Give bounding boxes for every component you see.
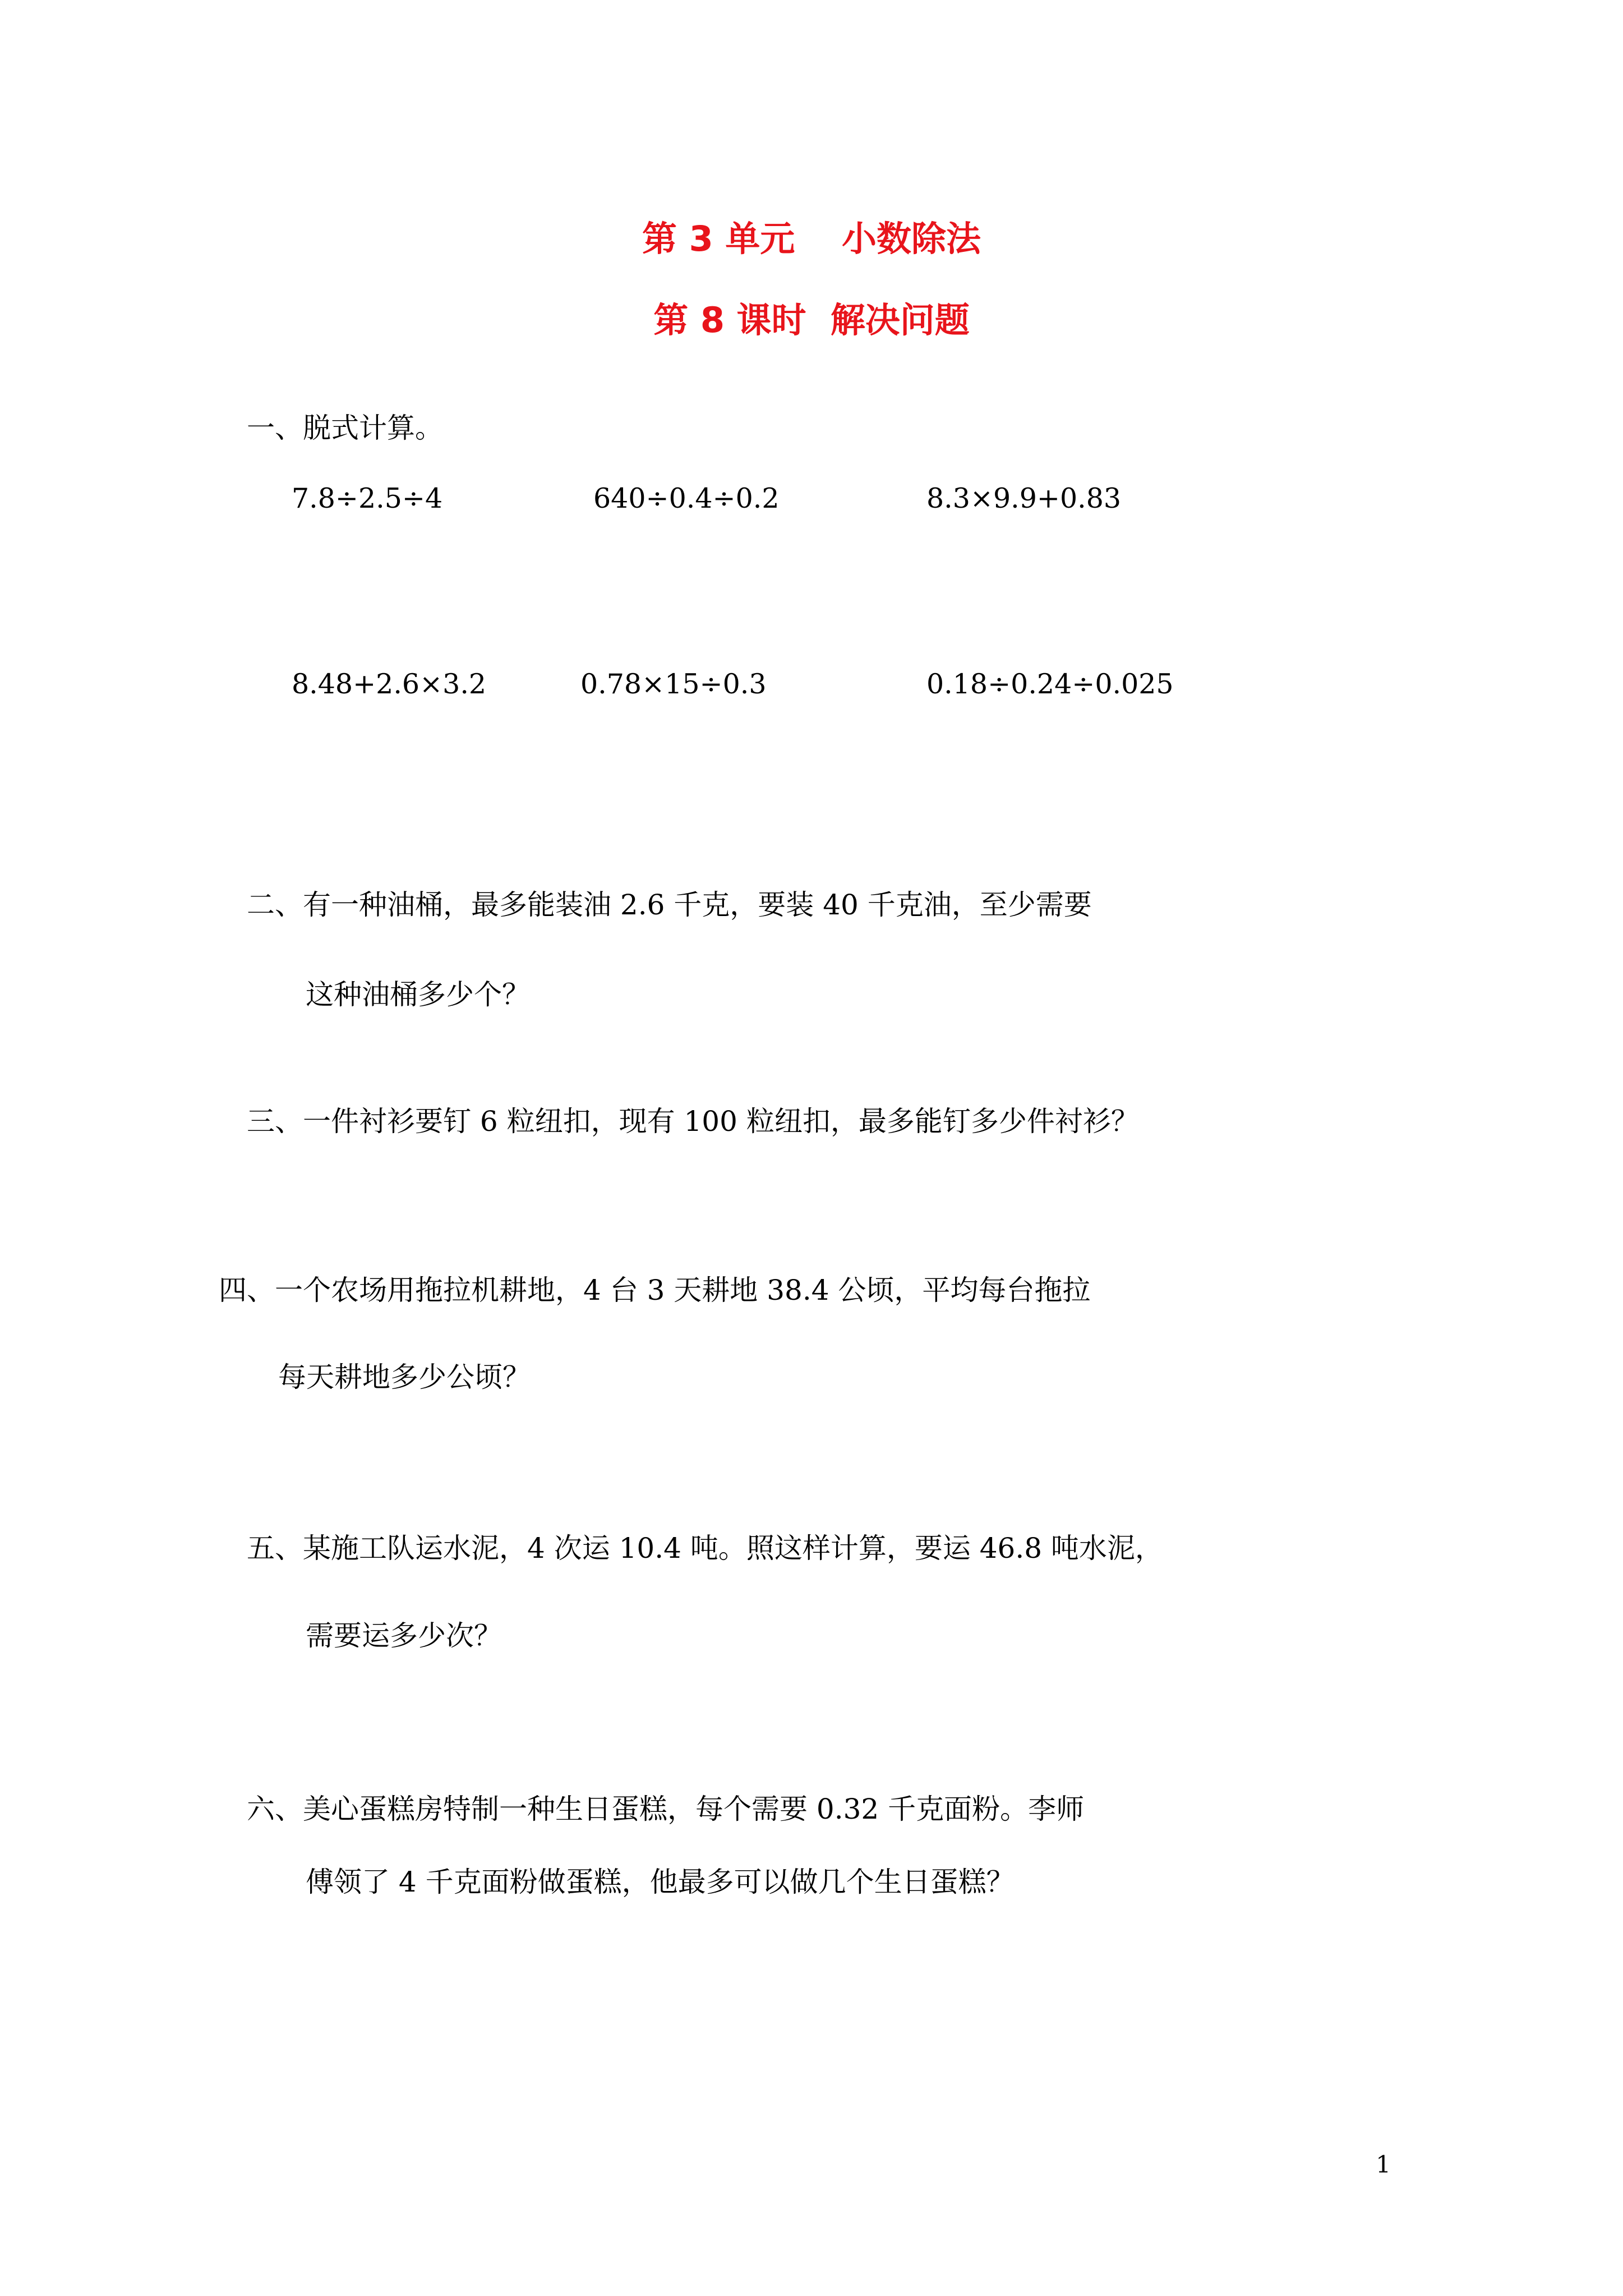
section1-heading: 一、脱式计算。 (247, 412, 443, 444)
question-4-line2: 每天耕地多少公顷？ (278, 1361, 531, 1393)
lesson-title: 第 8 课时 解决问题 (653, 300, 970, 341)
expression-5: 0.78×15÷0.3 (580, 668, 767, 700)
question-5-line2: 需要运多少次？ (306, 1619, 502, 1652)
question-6-line2: 傅领了 4 千克面粉做蛋糕，他最多可以做几个生日蛋糕？ (306, 1866, 1015, 1898)
question-6-line1: 六、美心蛋糕房特制一种生日蛋糕，每个需要 0.32 千克面粉。李师 (247, 1793, 1085, 1825)
expression-3: 8.3×9.9+0.83 (926, 482, 1122, 514)
expression-2: 640÷0.4÷0.2 (593, 482, 780, 514)
unit-title: 第 3 单元 小数除法 (642, 218, 981, 259)
page-number: 1 (1376, 2151, 1391, 2178)
question-5-line1: 五、某施工队运水泥，4 次运 10.4 吨。照这样计算，要运 46.8 吨水泥， (247, 1532, 1163, 1565)
expression-4: 8.48+2.6×3.2 (292, 668, 487, 700)
expression-6: 0.18÷0.24÷0.025 (926, 668, 1174, 700)
expression-1: 7.8÷2.5÷4 (292, 482, 443, 514)
question-4-line1: 四、一个农场用拖拉机耕地，4 台 3 天耕地 38.4 公顷，平均每台拖拉 (219, 1274, 1091, 1306)
question-3-line1: 三、一件衬衫要钉 6 粒纽扣，现有 100 粒纽扣，最多能钉多少件衬衫？ (247, 1105, 1139, 1138)
question-2-line2: 这种油桶多少个？ (306, 978, 530, 1011)
question-2-line1: 二、有一种油桶，最多能装油 2.6 千克，要装 40 千克油，至少需要 (247, 889, 1092, 921)
